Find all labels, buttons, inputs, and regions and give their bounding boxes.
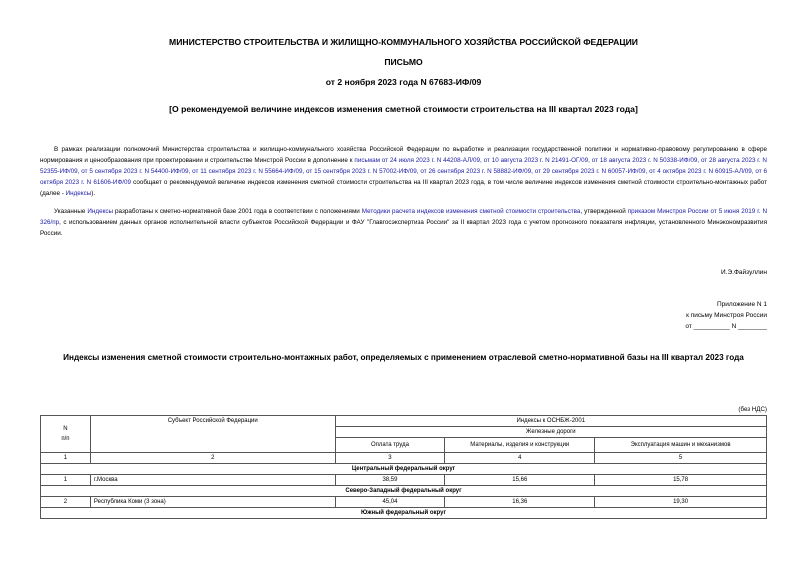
colnum-cell: 5 — [595, 453, 767, 464]
section-row — [41, 486, 767, 497]
row-machines: 15,78 — [595, 475, 767, 486]
column-number-row — [41, 453, 767, 464]
paragraph-2-text-b: разработаны к сметно-нормативной базе 2001 года в соответствии с положениями — [115, 208, 360, 215]
paragraph-2-text-a: Указанные — [54, 208, 86, 215]
appendix-line-3: от __________ N ________ — [685, 323, 767, 330]
header-index: Индексы к ОСНБЖ-2001 — [335, 416, 766, 427]
section-row — [41, 464, 767, 475]
signature: И.Э.Файзуллин — [721, 269, 767, 276]
colnum-cell: 2 — [90, 453, 335, 464]
row-pay: 45,04 — [335, 497, 445, 508]
appendix-block — [685, 299, 767, 332]
table-title: Индексы изменения сметной стоимости строительно-монтажных работ, определяемых с применением отраслевой сметно-нормативной базы на III квартал 2023 года — [63, 353, 744, 362]
unit-note: (без НДС) — [738, 406, 767, 413]
row-pay: 38,59 — [335, 475, 445, 486]
table-header-row — [41, 416, 767, 427]
doc-type-heading: ПИСЬМО — [384, 57, 423, 67]
paragraph-2-text-c: , утвержденной — [580, 208, 626, 215]
date-number-heading: от 2 ноября 2023 года N 67683-ИФ/09 — [325, 77, 482, 87]
subject-heading: [О рекомендуемой величине индексов изменения сметной стоимости строительства на III квартал 2023 года] — [169, 104, 638, 114]
row-num: 2 — [41, 497, 91, 508]
colnum-cell: 1 — [41, 453, 91, 464]
methodology-link[interactable]: Методики расчета индексов изменения сметной стоимости строительства — [361, 208, 581, 215]
header-pay: Оплата труда — [335, 438, 445, 453]
paragraph-1-text-a: В рамках реализации полномочий Министерства строительства и жилищно-коммунального хозяйства Российской Федерации по выработке и реализации государственной политики и нормативно-правовому регулированию в сфере нормирования и ценообразования при проектировании и строительстве Минстрой России в дополнение к — [40, 146, 767, 164]
row-materials: 15,66 — [445, 475, 595, 486]
table-row — [41, 475, 767, 486]
indexes-link-2[interactable]: Индексы — [87, 208, 114, 215]
order-link[interactable]: приказом Минстроя России от 5 июня 2019 г. N 326/пр — [40, 208, 768, 226]
section-title: Северо-Западный федеральный округ — [41, 486, 767, 497]
paragraph-1-text-b: сообщает о рекомендуемой величине индексов изменения сметной стоимости строительства на III квартал 2023 года, в том числе величине индексов изменения сметной стоимости строительно-монтажных работ (далее - — [40, 179, 768, 197]
section-title: Центральный федеральный округ — [41, 464, 767, 475]
ministry-heading: МИНИСТЕРСТВО СТРОИТЕЛЬСТВА И ЖИЛИЩНО-КОММУНАЛЬНОГО ХОЗЯЙСТВА РОССИЙСКОЙ ФЕДЕРАЦИИ — [169, 37, 638, 47]
section-title: Южный федеральный округ — [41, 508, 767, 519]
paragraph-1-text-c: ). — [91, 190, 96, 197]
header-subject: Субъект Российской Федерации — [90, 416, 335, 453]
header-materials: Материалы, изделия и конструкции — [445, 438, 595, 453]
header-machines: Эксплуатация машин и механизмов — [595, 438, 767, 453]
row-machines: 19,30 — [595, 497, 767, 508]
row-subject: г.Москва — [90, 475, 335, 486]
paragraph-2-text-d: , с использованием данных органов исполнительной власти субъектов Российской Федерации и ФАУ "Главгосэкспертиза России" за II квартал 2023 года с учетом прогнозного показателя инфляции, установленного Минэкономразвития России. — [40, 219, 767, 237]
row-subject: Республика Коми (3 зона) — [90, 497, 335, 508]
header-rail: Железные дороги — [335, 427, 766, 438]
paragraph-2 — [40, 206, 767, 239]
row-num: 1 — [41, 475, 91, 486]
indexes-link[interactable]: Индексы — [65, 190, 92, 197]
section-row — [41, 508, 767, 519]
letters-link[interactable]: письмам от 24 июля 2023 г. N 44208-АЛ/09, от 10 августа 2023 г. N 21491-ОГ/09, от 18 августа 2023 г. N 50338-ИФ/09, от 28 августа 2023 г. N 52355-ИФ/09, от 5 сентября 2023 г. N 54400-ИФ/09, от 11 сентября 2023 г. N 55664-ИФ/09, от 15 сентября 2023 г. N 57002-ИФ/09, от 26 сентября 2023 г. N 58882-ИФ/09, от 29 сентября 2023 г. N 60057-ИФ/09, от 4 октября 2023 г. N 60915-АЛ/09, от 6 октября 2023 г. N 61606-ИФ/09 — [40, 157, 767, 186]
colnum-cell: 4 — [445, 453, 595, 464]
indexes-table — [40, 415, 767, 519]
appendix-line-1: Приложение N 1 — [716, 301, 767, 308]
paragraph-1 — [40, 144, 767, 199]
row-materials: 16,36 — [445, 497, 595, 508]
table-row — [41, 497, 767, 508]
colnum-cell: 3 — [335, 453, 445, 464]
appendix-line-2: к письму Минстроя России — [686, 312, 767, 319]
header-num: N п/п — [41, 416, 91, 453]
